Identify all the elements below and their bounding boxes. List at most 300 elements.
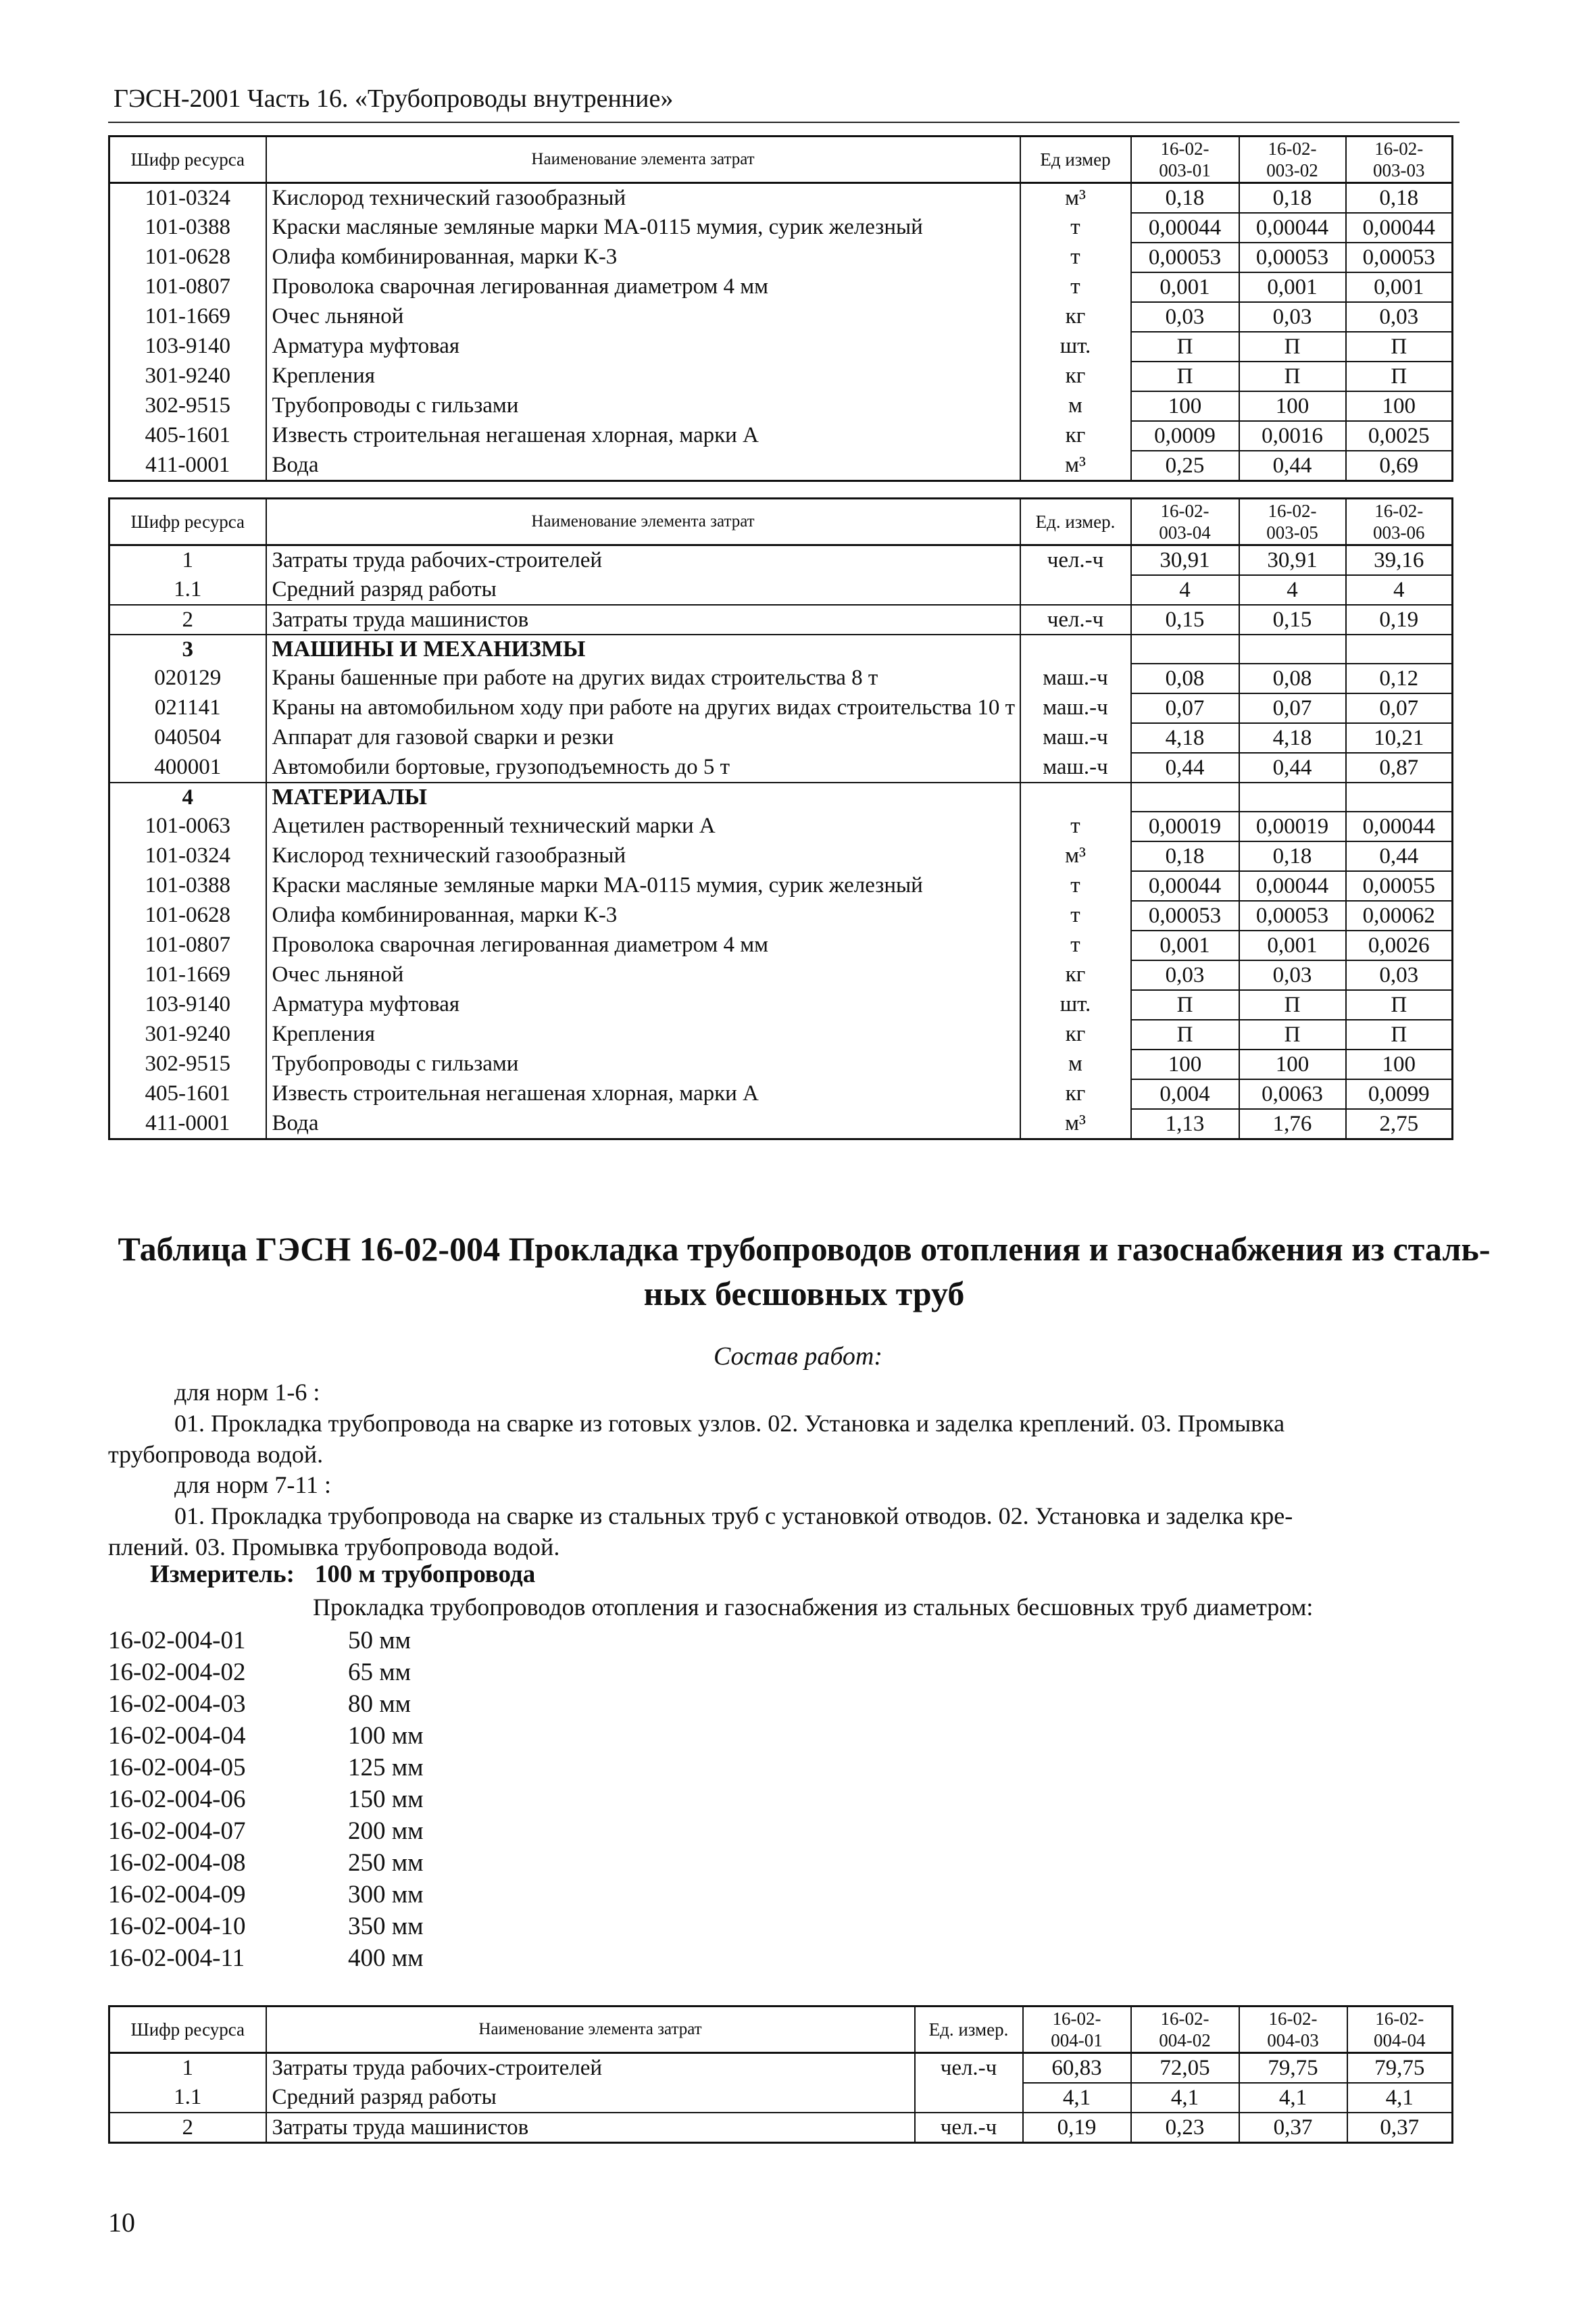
resource-code-cell: 405-1601 [109, 421, 266, 451]
value-cell: 100 [1346, 1050, 1453, 1079]
unit-cell: маш.-ч [1020, 693, 1131, 723]
value-cell [1239, 783, 1346, 812]
value-cell: 10,21 [1346, 723, 1453, 753]
unit-cell: м³ [1020, 183, 1131, 214]
cost-element-name-cell: Средний разряд работы [266, 575, 1020, 605]
norms-7-11-text-line1: 01. Прокладка трубопровода на сварке из стальных труб с установкой отводов. 02. Установка и заделка кре- [174, 1502, 1293, 1529]
value-cell: 0,03 [1131, 302, 1239, 332]
value-cell: 0,19 [1023, 2113, 1131, 2143]
value-cell: 0,25 [1131, 451, 1239, 481]
cost-element-name-cell: Трубопроводы с гильзами [266, 391, 1020, 421]
norm-code: 16-02-004-05 [108, 1754, 246, 1781]
value-cell [1131, 783, 1239, 812]
norm-code: 16-02-004-01 [108, 1627, 246, 1654]
value-cell: 0,001 [1346, 272, 1453, 302]
cost-element-name-cell: Ацетилен растворенный технический марки А [266, 812, 1020, 841]
value-cell: 0,001 [1131, 931, 1239, 960]
cost-element-name-cell: Затраты труда рабочих-строителей [266, 545, 1020, 576]
value-cell: 0,00053 [1131, 901, 1239, 931]
column-header: Наименование элемента затрат [266, 2007, 915, 2053]
cost-element-name-cell: Вода [266, 451, 1020, 481]
column-header: Ед измер [1020, 137, 1131, 183]
table-row [109, 421, 1453, 451]
norm-diameter: 50 мм [348, 1627, 412, 1654]
unit-cell: маш.-ч [1020, 723, 1131, 753]
value-cell: П [1131, 362, 1239, 391]
table-title-line2: ных бесшовных труб [643, 1275, 965, 1312]
header-row [109, 137, 1453, 183]
resource-code-cell: 101-0628 [109, 243, 266, 272]
cost-element-name-cell: Краски масляные земляные марки МА-0115 мумия, сурик железный [266, 213, 1020, 243]
resource-code-cell: 3 [109, 635, 266, 664]
table-row [109, 2113, 1453, 2143]
norm-list-item [108, 1752, 424, 1783]
norm-list-item [108, 1656, 424, 1688]
value-cell: 0,03 [1346, 960, 1453, 990]
table-row [109, 990, 1453, 1020]
unit-cell: т [1020, 871, 1131, 901]
value-cell: 0,00053 [1346, 243, 1453, 272]
value-cell: 0,44 [1131, 753, 1239, 783]
value-cell: 30,91 [1239, 545, 1346, 576]
column-header: 16-02- 004-03 [1239, 2007, 1347, 2053]
cost-element-name-cell: Известь строительная негашеная хлорная, марки А [266, 421, 1020, 451]
value-cell: 4,1 [1131, 2083, 1239, 2113]
cost-element-name-cell: Очес льняной [266, 960, 1020, 990]
norm-list-item [108, 1942, 424, 1974]
table-row [109, 2053, 1453, 2084]
norm-diameter: 125 мм [348, 1754, 424, 1781]
table-row [109, 272, 1453, 302]
resource-code-cell: 1.1 [109, 2083, 266, 2113]
value-cell: 4,18 [1131, 723, 1239, 753]
resource-code-cell: 400001 [109, 753, 266, 783]
unit-cell: т [1020, 901, 1131, 931]
norms-1-6-text-line2: трубопровода водой. [108, 1441, 324, 1468]
column-header: Шифр ресурса [109, 499, 266, 545]
value-cell: 0,44 [1239, 753, 1346, 783]
value-cell: 60,83 [1023, 2053, 1131, 2084]
cost-element-name-cell: Крепления [266, 1020, 1020, 1050]
unit-cell: чел.-ч [915, 2053, 1023, 2084]
value-cell: 0,18 [1239, 841, 1346, 871]
table-row [109, 183, 1453, 214]
value-cell: 0,03 [1239, 302, 1346, 332]
header-row [109, 2007, 1453, 2053]
value-cell: 39,16 [1346, 545, 1453, 576]
value-cell: 4,1 [1239, 2083, 1347, 2113]
resource-code-cell: 1 [109, 2053, 266, 2084]
norms-7-11-text-line2: плений. 03. Промывка трубопровода водой. [108, 1533, 560, 1560]
page-number: 10 [108, 2207, 135, 2238]
value-cell: 4,18 [1239, 723, 1346, 753]
unit-cell: кг [1020, 1079, 1131, 1109]
column-header: 16-02- 003-06 [1346, 499, 1453, 545]
value-cell: 0,18 [1131, 183, 1239, 214]
resource-code-cell: 101-0388 [109, 871, 266, 901]
value-cell: 0,44 [1346, 841, 1453, 871]
value-cell: 4,1 [1347, 2083, 1453, 2113]
unit-cell: шт. [1020, 990, 1131, 1020]
meter-value: 100 м трубопровода [314, 1560, 536, 1588]
norm-diameter: 200 мм [348, 1817, 424, 1845]
resource-code-cell: 302-9515 [109, 1050, 266, 1079]
value-cell: 72,05 [1131, 2053, 1239, 2084]
resource-code-cell: 101-0807 [109, 272, 266, 302]
value-cell: 0,03 [1346, 302, 1453, 332]
value-cell: 100 [1239, 1050, 1346, 1079]
value-cell: 0,15 [1239, 605, 1346, 635]
table-row [109, 545, 1453, 576]
cost-element-name-cell: Очес льняной [266, 302, 1020, 332]
resource-table-004-01-04 [108, 2005, 1453, 2144]
value-cell: 0,08 [1239, 664, 1346, 693]
table-row [109, 753, 1453, 783]
value-cell [1131, 635, 1239, 664]
column-header: 16-02- 004-04 [1347, 2007, 1453, 2053]
resource-table-003-04-06 [108, 497, 1453, 1140]
cost-element-name-cell: Арматура муфтовая [266, 990, 1020, 1020]
unit-cell: м³ [1020, 451, 1131, 481]
norm-code: 16-02-004-08 [108, 1849, 246, 1877]
unit-cell: м [1020, 1050, 1131, 1079]
running-header: ГЭСН-2001 Часть 16. «Трубопроводы внутренние» [114, 84, 674, 113]
table-row [109, 605, 1453, 635]
norm-code: 16-02-004-06 [108, 1786, 246, 1813]
value-cell: 0,44 [1239, 451, 1346, 481]
value-cell: 0,15 [1131, 605, 1239, 635]
table-title [108, 1227, 1500, 1316]
value-cell: 0,37 [1347, 2113, 1453, 2143]
table-title-line1: Таблица ГЭСН 16-02-004 Прокладка трубопроводов отопления и газоснабжения из сталь- [118, 1230, 1491, 1268]
value-cell: 79,75 [1347, 2053, 1453, 2084]
table-row [109, 841, 1453, 871]
table-row [109, 2083, 1453, 2113]
value-cell: П [1131, 1020, 1239, 1050]
resource-code-cell: 4 [109, 783, 266, 812]
value-cell: 0,23 [1131, 2113, 1239, 2143]
cost-element-name-cell: Затраты труда рабочих-строителей [266, 2053, 915, 2084]
cost-element-name-cell: Кислород технический газообразный [266, 183, 1020, 214]
value-cell: 0,0025 [1346, 421, 1453, 451]
column-header: 16-02- 003-01 [1131, 137, 1239, 183]
value-cell [1346, 783, 1453, 812]
value-cell: П [1239, 362, 1346, 391]
value-cell: 100 [1131, 1050, 1239, 1079]
table-row [109, 960, 1453, 990]
value-cell: 0,0063 [1239, 1079, 1346, 1109]
unit-cell: кг [1020, 960, 1131, 990]
table-row [109, 901, 1453, 931]
unit-cell: т [1020, 931, 1131, 960]
value-cell: 0,18 [1131, 841, 1239, 871]
norm-diameter: 80 мм [348, 1690, 412, 1718]
value-cell: 1,13 [1131, 1109, 1239, 1139]
unit-cell: шт. [1020, 332, 1131, 362]
value-cell: 0,001 [1131, 272, 1239, 302]
resource-code-cell: 411-0001 [109, 451, 266, 481]
value-cell: П [1131, 332, 1239, 362]
cost-element-name-cell: Проволока сварочная легированная диаметром 4 мм [266, 272, 1020, 302]
work-composition-heading: Состав работ: [713, 1342, 883, 1371]
value-cell: П [1131, 990, 1239, 1020]
table-row [109, 931, 1453, 960]
value-cell: 0,19 [1346, 605, 1453, 635]
norm-code: 16-02-004-03 [108, 1690, 246, 1718]
value-cell: 0,00053 [1239, 901, 1346, 931]
table-row [109, 243, 1453, 272]
header-rule [108, 122, 1460, 123]
value-cell [1346, 635, 1453, 664]
norms-1-6-text-line1: 01. Прокладка трубопровода на сварке из готовых узлов. 02. Установка и заделка креплений. 03. Промывка [174, 1410, 1285, 1437]
norm-list-item [108, 1879, 424, 1911]
column-header: 16-02- 004-01 [1023, 2007, 1131, 2053]
resource-code-cell: 2 [109, 2113, 266, 2143]
value-cell: 0,0026 [1346, 931, 1453, 960]
cost-element-name-cell: Краны на автомобильном ходу при работе на других видах строительства 10 т [266, 693, 1020, 723]
value-cell: 0,18 [1346, 183, 1453, 214]
value-cell: 0,00044 [1346, 213, 1453, 243]
meter-label: Измеритель: [150, 1560, 295, 1588]
value-cell: 79,75 [1239, 2053, 1347, 2084]
unit-cell: маш.-ч [1020, 664, 1131, 693]
cost-element-name-cell: Известь строительная негашеная хлорная, марки А [266, 1079, 1020, 1109]
table-row [109, 1050, 1453, 1079]
norm-diameter: 250 мм [348, 1849, 424, 1877]
norm-list-item [108, 1688, 424, 1720]
cost-element-name-cell: Олифа комбинированная, марки К-3 [266, 901, 1020, 931]
cost-element-name-cell: Трубопроводы с гильзами [266, 1050, 1020, 1079]
meter [150, 1560, 535, 1589]
norm-diameter: 400 мм [348, 1944, 424, 1972]
norm-diameter: 100 мм [348, 1722, 424, 1750]
norm-description: Прокладка трубопроводов отопления и газоснабжения из стальных бесшовных труб диаметром: [313, 1594, 1314, 1621]
column-header: Ед. измер. [915, 2007, 1023, 2053]
unit-cell: чел.-ч [1020, 605, 1131, 635]
unit-cell: кг [1020, 1020, 1131, 1050]
value-cell: 0,00062 [1346, 901, 1453, 931]
value-cell: 0,03 [1239, 960, 1346, 990]
value-cell: 4 [1346, 575, 1453, 605]
cost-element-name-cell: Олифа комбинированная, марки К-3 [266, 243, 1020, 272]
value-cell: 4 [1239, 575, 1346, 605]
column-header: Шифр ресурса [109, 137, 266, 183]
unit-cell [1020, 635, 1131, 664]
norms-7-11-label: для норм 7-11 : [174, 1471, 331, 1498]
value-cell: 0,00053 [1131, 243, 1239, 272]
unit-cell: чел.-ч [915, 2113, 1023, 2143]
unit-cell: м³ [1020, 1109, 1131, 1139]
norms-1-6-label: для норм 1-6 : [174, 1379, 320, 1406]
resource-code-cell: 301-9240 [109, 1020, 266, 1050]
resource-code-cell: 101-0063 [109, 812, 266, 841]
value-cell: П [1239, 332, 1346, 362]
table-row [109, 391, 1453, 421]
resource-code-cell: 301-9240 [109, 362, 266, 391]
unit-cell: кг [1020, 421, 1131, 451]
norm-code: 16-02-004-11 [108, 1944, 245, 1972]
unit-cell [1020, 575, 1131, 605]
norm-code: 16-02-004-04 [108, 1722, 246, 1750]
cost-element-name-cell: Арматура муфтовая [266, 332, 1020, 362]
value-cell: П [1239, 990, 1346, 1020]
value-cell: 4,1 [1023, 2083, 1131, 2113]
table-row [109, 302, 1453, 332]
value-cell: 0,0016 [1239, 421, 1346, 451]
norm-list [108, 1625, 424, 1974]
value-cell: 100 [1239, 391, 1346, 421]
value-cell: 0,00044 [1131, 871, 1239, 901]
resource-code-cell: 101-0807 [109, 931, 266, 960]
unit-cell: т [1020, 243, 1131, 272]
norm-list-item [108, 1625, 424, 1656]
table-row [109, 783, 1453, 812]
column-header: 16-02- 003-03 [1346, 137, 1453, 183]
column-header: Ед. измер. [1020, 499, 1131, 545]
table-row [109, 812, 1453, 841]
value-cell: П [1346, 1020, 1453, 1050]
resource-code-cell: 040504 [109, 723, 266, 753]
cost-element-name-cell: Крепления [266, 362, 1020, 391]
resource-code-cell: 101-0324 [109, 841, 266, 871]
value-cell: 0,00053 [1239, 243, 1346, 272]
resource-code-cell: 103-9140 [109, 990, 266, 1020]
resource-code-cell: 101-1669 [109, 960, 266, 990]
value-cell: 0,00019 [1239, 812, 1346, 841]
norm-list-item [108, 1847, 424, 1879]
norm-code: 16-02-004-07 [108, 1817, 246, 1845]
value-cell: 0,00044 [1239, 213, 1346, 243]
unit-cell [1020, 783, 1131, 812]
table-row [109, 723, 1453, 753]
value-cell: П [1239, 1020, 1346, 1050]
resource-code-cell: 2 [109, 605, 266, 635]
resource-code-cell: 103-9140 [109, 332, 266, 362]
norm-list-item [108, 1815, 424, 1847]
value-cell: 0,12 [1346, 664, 1453, 693]
resource-code-cell: 302-9515 [109, 391, 266, 421]
cost-element-name-cell: Кислород технический газообразный [266, 841, 1020, 871]
norm-list-item [108, 1783, 424, 1815]
cost-element-name-cell: Затраты труда машинистов [266, 2113, 915, 2143]
value-cell: П [1346, 362, 1453, 391]
value-cell: 0,00019 [1131, 812, 1239, 841]
table-row [109, 635, 1453, 664]
value-cell: 0,00044 [1131, 213, 1239, 243]
unit-cell: т [1020, 213, 1131, 243]
value-cell: 2,75 [1346, 1109, 1453, 1139]
value-cell: 100 [1131, 391, 1239, 421]
column-header: Шифр ресурса [109, 2007, 266, 2053]
column-header: Наименование элемента затрат [266, 137, 1020, 183]
norm-diameter: 65 мм [348, 1658, 412, 1686]
unit-cell: чел.-ч [1020, 545, 1131, 576]
value-cell: 1,76 [1239, 1109, 1346, 1139]
resource-code-cell: 1.1 [109, 575, 266, 605]
table-row [109, 213, 1453, 243]
value-cell: 0,00044 [1239, 871, 1346, 901]
cost-element-name-cell: Вода [266, 1109, 1020, 1139]
norm-diameter: 150 мм [348, 1786, 424, 1813]
unit-cell: т [1020, 272, 1131, 302]
table-row [109, 693, 1453, 723]
norm-diameter: 350 мм [348, 1913, 424, 1940]
value-cell: 0,0099 [1346, 1079, 1453, 1109]
value-cell: 0,0009 [1131, 421, 1239, 451]
value-cell: 0,001 [1239, 272, 1346, 302]
value-cell: 0,08 [1131, 664, 1239, 693]
value-cell [1239, 635, 1346, 664]
column-header: 16-02- 003-05 [1239, 499, 1346, 545]
value-cell: 0,37 [1239, 2113, 1347, 2143]
value-cell: 0,00055 [1346, 871, 1453, 901]
table-row [109, 332, 1453, 362]
value-cell: П [1346, 332, 1453, 362]
cost-element-name-cell: МАШИНЫ И МЕХАНИЗМЫ [266, 635, 1020, 664]
table-row [109, 1079, 1453, 1109]
cost-element-name-cell: Краски масляные земляные марки МА-0115 мумия, сурик железный [266, 871, 1020, 901]
unit-cell [915, 2083, 1023, 2113]
header-row [109, 499, 1453, 545]
column-header: 16-02- 004-02 [1131, 2007, 1239, 2053]
cost-element-name-cell: МАТЕРИАЛЫ [266, 783, 1020, 812]
unit-cell: м [1020, 391, 1131, 421]
table-row [109, 362, 1453, 391]
value-cell: 0,18 [1239, 183, 1346, 214]
resource-code-cell: 1 [109, 545, 266, 576]
resource-code-cell: 020129 [109, 664, 266, 693]
norm-code: 16-02-004-09 [108, 1881, 246, 1909]
value-cell: 0,001 [1239, 931, 1346, 960]
value-cell: 30,91 [1131, 545, 1239, 576]
resource-code-cell: 101-0628 [109, 901, 266, 931]
value-cell: 0,07 [1346, 693, 1453, 723]
resource-table-003-01-03 [108, 135, 1453, 482]
value-cell: 0,00044 [1346, 812, 1453, 841]
value-cell: 0,07 [1131, 693, 1239, 723]
table-row [109, 451, 1453, 481]
norm-code: 16-02-004-02 [108, 1658, 246, 1686]
value-cell: 0,69 [1346, 451, 1453, 481]
column-header: 16-02- 003-02 [1239, 137, 1346, 183]
unit-cell: кг [1020, 302, 1131, 332]
value-cell: 0,87 [1346, 753, 1453, 783]
table-row [109, 664, 1453, 693]
cost-element-name-cell: Проволока сварочная легированная диаметром 4 мм [266, 931, 1020, 960]
table-row [109, 1109, 1453, 1139]
cost-element-name-cell: Краны башенные при работе на других видах строительства 8 т [266, 664, 1020, 693]
cost-element-name-cell: Затраты труда машинистов [266, 605, 1020, 635]
norm-list-item [108, 1720, 424, 1752]
column-header: Наименование элемента затрат [266, 499, 1020, 545]
unit-cell: т [1020, 812, 1131, 841]
cost-element-name-cell: Автомобили бортовые, грузоподъемность до 5 т [266, 753, 1020, 783]
column-header: 16-02- 003-04 [1131, 499, 1239, 545]
resource-code-cell: 101-0324 [109, 183, 266, 214]
value-cell: 0,004 [1131, 1079, 1239, 1109]
unit-cell: кг [1020, 362, 1131, 391]
cost-element-name-cell: Аппарат для газовой сварки и резки [266, 723, 1020, 753]
value-cell: П [1346, 990, 1453, 1020]
norm-list-item [108, 1911, 424, 1942]
table-row [109, 871, 1453, 901]
value-cell: 0,07 [1239, 693, 1346, 723]
unit-cell: м³ [1020, 841, 1131, 871]
resource-code-cell: 101-0388 [109, 213, 266, 243]
cost-element-name-cell: Средний разряд работы [266, 2083, 915, 2113]
resource-code-cell: 101-1669 [109, 302, 266, 332]
norm-code: 16-02-004-10 [108, 1913, 246, 1940]
